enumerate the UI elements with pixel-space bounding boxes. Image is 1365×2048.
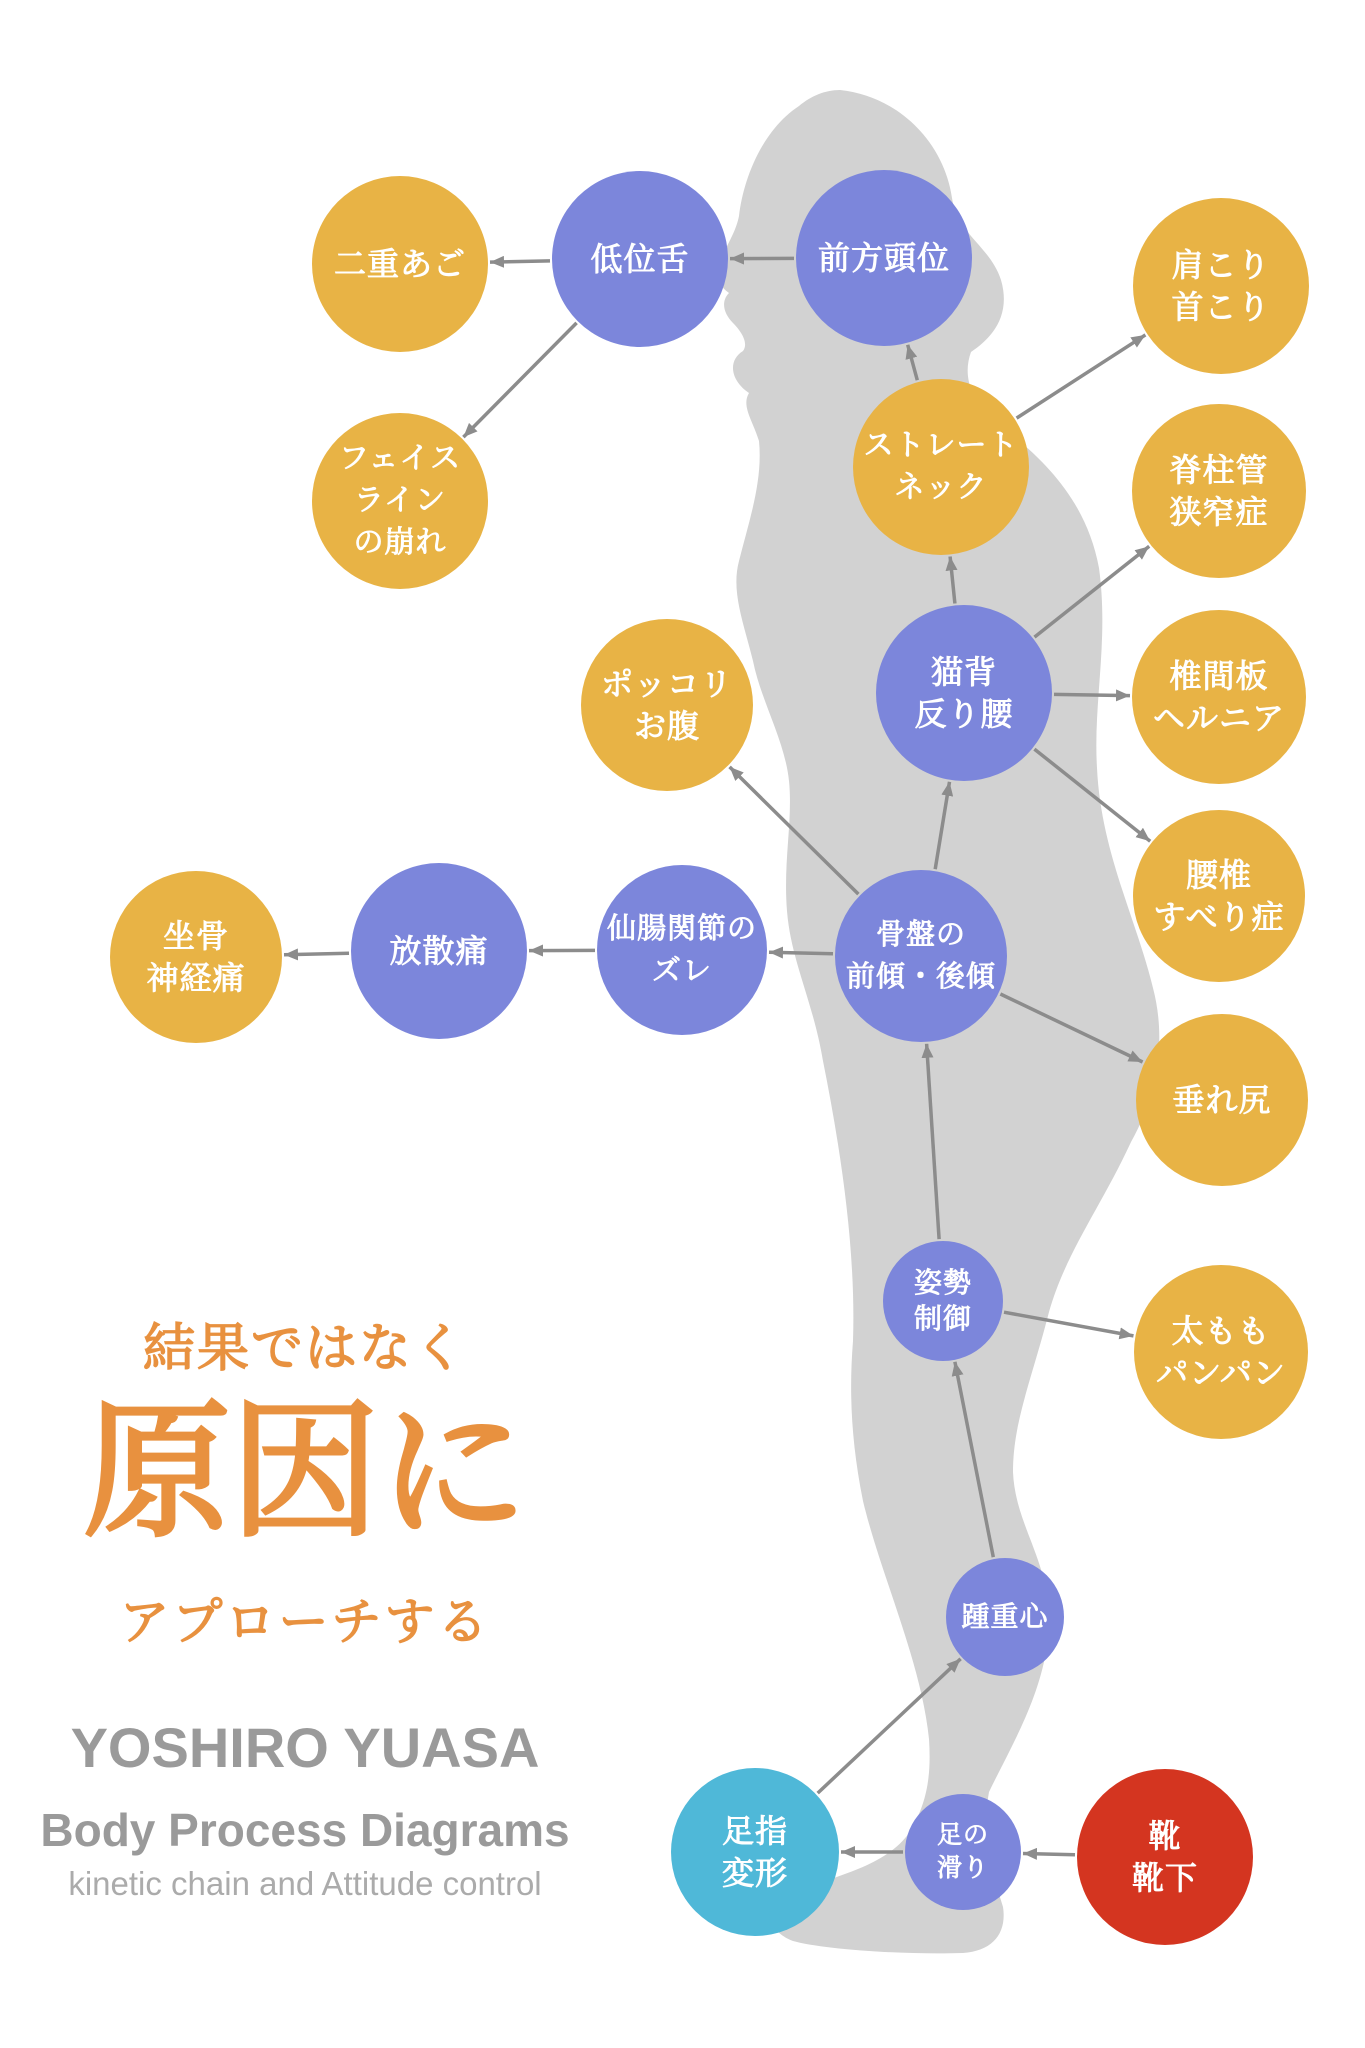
node-label-line: 滑り: [936, 1854, 989, 1882]
node-nekoze: [876, 605, 1052, 781]
node-label-line: 低位舌: [590, 241, 690, 277]
node-label-line: 神経痛: [146, 960, 246, 996]
node-label-line: 前傾・後傾: [845, 961, 996, 993]
node-label-line: 前方頭位: [817, 240, 950, 276]
node-ashiyubi: [671, 1768, 839, 1936]
node-straightneck: [853, 379, 1029, 555]
node-label-line: 姿勢: [913, 1267, 972, 1298]
tagline-line2: 原因に: [83, 1384, 527, 1558]
node-label-line: ライン: [353, 484, 447, 517]
node-kutsu: [1077, 1769, 1253, 1945]
node-nijuago: [312, 176, 488, 352]
node-tsuikanban: [1132, 610, 1306, 784]
node-label-line: 仙腸関節の: [606, 913, 757, 945]
node-futomomo: [1134, 1265, 1308, 1439]
node-pokkori: [581, 619, 753, 791]
node-label-line: 足指: [721, 1813, 788, 1849]
node-kotsuban: [835, 870, 1007, 1042]
tagline-block: [30, 1318, 580, 1652]
tagline-line3: アプローチする: [119, 1594, 491, 1650]
diagram-subtitle: kinetic chain and Attitude control: [68, 1865, 542, 1902]
node-kakato: [946, 1558, 1064, 1676]
diagram-title: Body Process Diagrams: [40, 1804, 570, 1856]
node-label-line: すべり症: [1153, 899, 1285, 935]
node-label-line: フェイス: [338, 442, 462, 475]
node-ashisuberi: [905, 1794, 1021, 1910]
node-label-line: 制御: [913, 1303, 972, 1334]
node-label-line: 踵重心: [961, 1601, 1049, 1632]
node-sekichukan: [1132, 404, 1306, 578]
node-label-line: 二重あご: [333, 246, 466, 282]
node-label-line: 椎間板: [1169, 658, 1269, 694]
node-label-line: 肩こり: [1171, 247, 1271, 283]
node-yotsui: [1133, 810, 1305, 982]
node-label-line: ズレ: [651, 955, 712, 987]
node-label-line: 狭窄症: [1169, 494, 1269, 530]
node-label-line: 首こり: [1171, 289, 1271, 325]
node-label-line: 垂れ尻: [1172, 1082, 1272, 1118]
credit-block: [30, 1714, 580, 1905]
node-label-line: の崩れ: [353, 526, 447, 559]
node-shisei: [883, 1241, 1003, 1361]
node-tareshiri: [1136, 1014, 1308, 1186]
node-label-line: 反り腰: [914, 696, 1014, 732]
node-label-line: 太もも: [1171, 1313, 1271, 1349]
node-label-line: 変形: [721, 1855, 788, 1891]
node-label-line: 骨盤の: [875, 919, 966, 951]
node-hosantsu: [351, 863, 527, 1039]
node-label-line: ヘルニア: [1152, 700, 1285, 736]
node-label-line: 靴: [1148, 1818, 1182, 1854]
node-label-line: 靴下: [1131, 1860, 1198, 1896]
author-name: YOSHIRO YUASA: [70, 1716, 540, 1779]
node-katakori: [1133, 198, 1309, 374]
node-sencho: [597, 865, 767, 1035]
node-label-line: 放散痛: [389, 933, 489, 969]
tagline-line1: 結果ではなく: [142, 1320, 467, 1378]
node-label-line: 坐骨: [162, 918, 229, 954]
node-label-line: ポッコリ: [600, 666, 733, 702]
node-label-line: お腹: [633, 708, 700, 744]
node-label-line: ネック: [894, 471, 988, 504]
node-teiizetsu: [552, 171, 728, 347]
node-faceline: [312, 413, 488, 589]
node-label-line: ストレート: [863, 429, 1019, 462]
node-zakotsu: [110, 871, 282, 1043]
node-label-line: パンパン: [1156, 1355, 1286, 1391]
node-label-line: 脊柱管: [1169, 452, 1269, 488]
node-label-line: 腰椎: [1185, 857, 1252, 893]
node-zenpotoui: [796, 170, 972, 346]
node-label-line: 足の: [936, 1821, 989, 1849]
node-label-line: 猫背: [930, 654, 997, 690]
